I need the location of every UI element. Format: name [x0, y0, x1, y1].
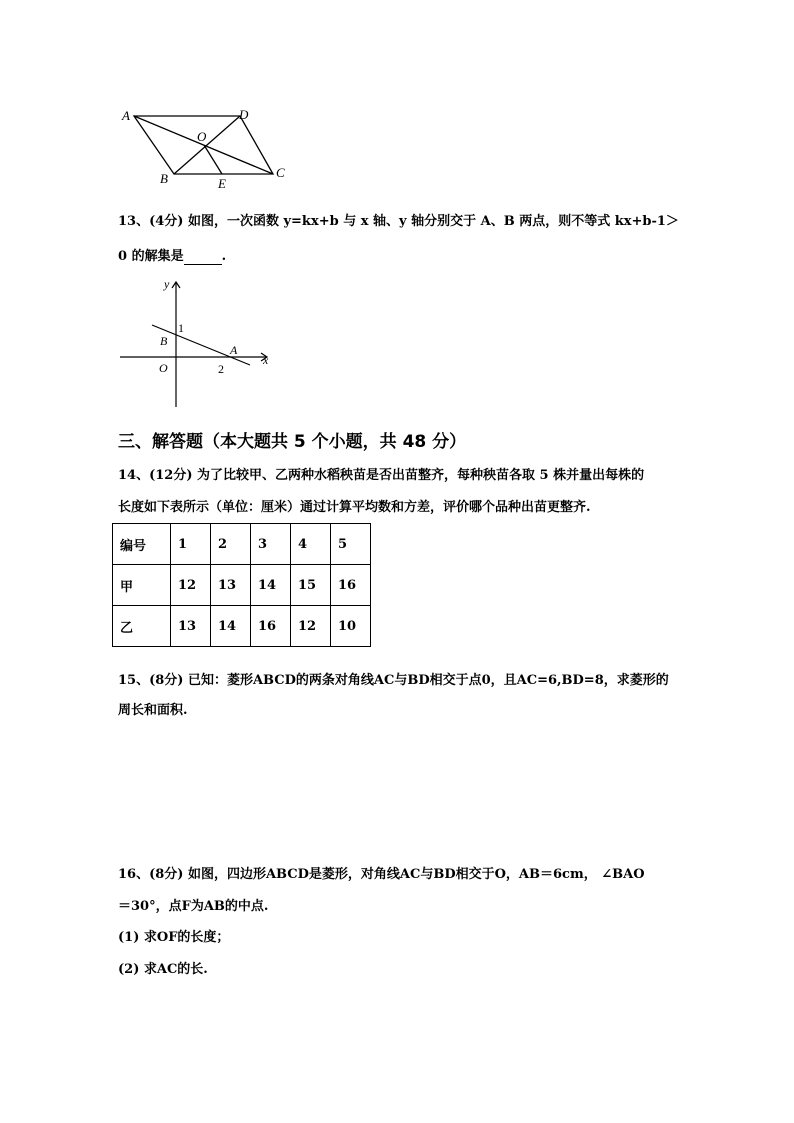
table-row	[113, 565, 371, 606]
q16-line2: ＝30°，点F为AB的中点.	[118, 899, 269, 914]
table-cell: 10	[331, 606, 371, 647]
table-header-cell: 5	[331, 524, 371, 565]
q14-line2: 长度如下表所示（单位：厘米）通过计算平均数和方差，评价哪个品种出苗更整齐.	[118, 500, 591, 515]
table-cell: 13	[171, 606, 211, 647]
table-cell: 14	[251, 565, 291, 606]
table-cell: 12	[171, 565, 211, 606]
label-b: B	[160, 171, 168, 186]
table-cell: 16	[251, 606, 291, 647]
table-header-cell: 编号	[113, 524, 171, 565]
q14-line1: 14、(12分) 为了比较甲、乙两种水稻秧苗是否出苗整齐，每种秧苗各取 5 株并量出每株的	[118, 468, 645, 483]
q16-line1: 16、(8分) 如图，四边形ABCD是菱形，对角线AC与BD相交于O，AB＝6cm， ∠BAO	[118, 867, 645, 882]
table-row	[113, 606, 371, 647]
q13-line1: 13、(4分) 如图，一次函数 y=kx+b 与 x 轴、y 轴分别交于 A、B 两点，则不等式 kx+b-1＞	[118, 214, 679, 229]
label-o: O	[159, 361, 168, 375]
table-cell: 乙	[113, 606, 171, 647]
parallelogram-figure	[118, 104, 294, 192]
table-cell: 13	[211, 565, 251, 606]
diagonal-bd	[174, 116, 240, 174]
q13-line2	[118, 249, 226, 265]
label-a: A	[122, 108, 130, 123]
diagonal-ac	[134, 116, 273, 174]
q13-line2-suffix: .	[221, 249, 227, 264]
table-header-cell: 4	[291, 524, 331, 565]
label-y: y	[164, 277, 170, 291]
table-header-row	[113, 524, 371, 565]
label-x: x	[263, 353, 269, 367]
q15-line1: 15、(8分) 已知：菱形ABCD的两条对角线AC与BD相交于点0，且AC=6,BD=8，求菱形的	[118, 673, 669, 688]
table-cell: 15	[291, 565, 331, 606]
label-c: C	[276, 165, 285, 180]
label-o: O	[197, 129, 207, 144]
section-title: 三、解答题（本大题共 5 个小题，共 48 分）	[118, 432, 467, 452]
label-d: D	[239, 107, 249, 122]
table-header-cell: 3	[251, 524, 291, 565]
label-a: A	[230, 343, 238, 357]
label-e: E	[218, 176, 226, 191]
table-cell: 16	[331, 565, 371, 606]
table-cell: 14	[211, 606, 251, 647]
label-2: 2	[218, 362, 224, 376]
table-header-cell: 2	[211, 524, 251, 565]
label-1: 1	[178, 321, 184, 335]
table-cell: 甲	[113, 565, 171, 606]
label-b: B	[160, 334, 168, 348]
linear-function-figure	[112, 276, 282, 414]
answer-blank[interactable]	[184, 251, 222, 265]
q16-sub1: (1) 求OF的长度；	[118, 930, 230, 945]
q13-line2-prefix: 0 的解集是	[118, 249, 184, 264]
table-cell: 12	[291, 606, 331, 647]
q15-line2: 周长和面积.	[118, 703, 188, 718]
seedling-length-table	[112, 523, 371, 647]
q16-sub2: (2) 求AC的长.	[118, 962, 208, 977]
table-header-cell: 1	[171, 524, 211, 565]
